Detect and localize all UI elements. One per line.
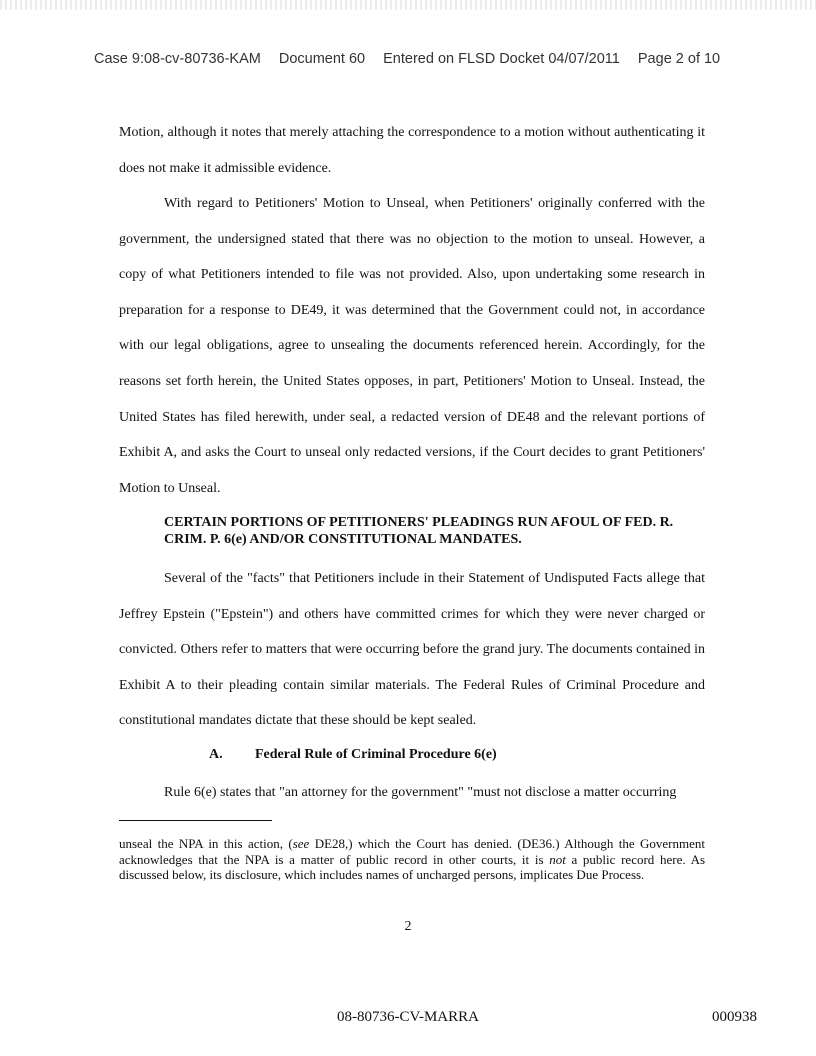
- paragraph-rule-6e: Rule 6(e) states that "an attorney for the government" "must not disclose a matter occurring: [164, 785, 677, 800]
- footnote-separator: [119, 820, 272, 821]
- docket-entry-date: Entered on FLSD Docket 04/07/2011: [383, 51, 620, 67]
- case-reference: 08-80736-CV-MARRA: [337, 1009, 479, 1025]
- footnote-text-2: DE28,) which the Court has denied. (DE36.) Although the Government acknowledges that the NPA is a matter of public record in other courts, it is: [119, 836, 705, 867]
- page-number: 2: [404, 919, 412, 934]
- bates-number: 000938: [712, 1009, 757, 1025]
- page-count: Page 2 of 10: [637, 51, 721, 67]
- section-heading: CERTAIN PORTIONS OF PETITIONERS' PLEADINGS RUN AFOUL OF FED. R. CRIM. P. 6(e) AND/OR CONSTITUTIONAL MANDATES.: [164, 515, 674, 547]
- subsection-heading: [209, 747, 497, 763]
- paragraph-facts: Several of the "facts" that Petitioners include in their Statement of Undisputed Facts allege that Jeffrey Epstein ("Epstein") and others have committed crimes for which they were never charged or convicted. Others refer to matters that were occurring before the grand jury. The documents contained in Exhibit A to their pleading contain similar materials. The Federal Rules of Criminal Procedure and constitutional mandates dictate that these should be kept sealed.: [119, 571, 705, 729]
- footnote: [119, 836, 705, 883]
- footnote-see: see: [292, 836, 310, 851]
- docket-header: [94, 51, 754, 67]
- document-number: Document 60: [278, 51, 366, 67]
- footnote-not: not: [549, 851, 566, 867]
- subsection-letter: A.: [209, 747, 223, 762]
- scan-artifact-bar: [0, 0, 816, 10]
- paragraph-motion-to-unseal: With regard to Petitioners' Motion to Unseal, when Petitioners' originally conferred with the government, the undersigned stated that there was no objection to the motion to unseal. However, a copy of what Petitioners intended to file was not provided. Also, upon undertaking some research in preparation for a response to DE49, it was determined that the Government could not, in accordance with our legal obligations, agree to unsealing the documents referenced herein. Accordingly, for the reasons set forth herein, the United States opposes, in part, Petitioners' Motion to Unseal. Instead, the United States has filed herewith, under seal, a redacted version of DE48 and the relevant portions of Exhibit A, and asks the Court to unseal only redacted versions, if the Court decides to grant Petitioners' Motion to Unseal.: [119, 196, 705, 496]
- footnote-text-3: a public record here. As discussed below, its disclosure, which includes names of uncharged persons, implicates Due Process.: [119, 851, 706, 882]
- footnote-text-1: unseal the NPA in this action, (: [119, 836, 293, 851]
- subsection-title: Federal Rule of Criminal Procedure 6(e): [255, 747, 497, 762]
- paragraph-motion-continuation: Motion, although it notes that merely attaching the correspondence to a motion without authenticating it does not make it admissible evidence.: [119, 125, 705, 176]
- case-number: Case 9:08-cv-80736-KAM: [94, 51, 261, 67]
